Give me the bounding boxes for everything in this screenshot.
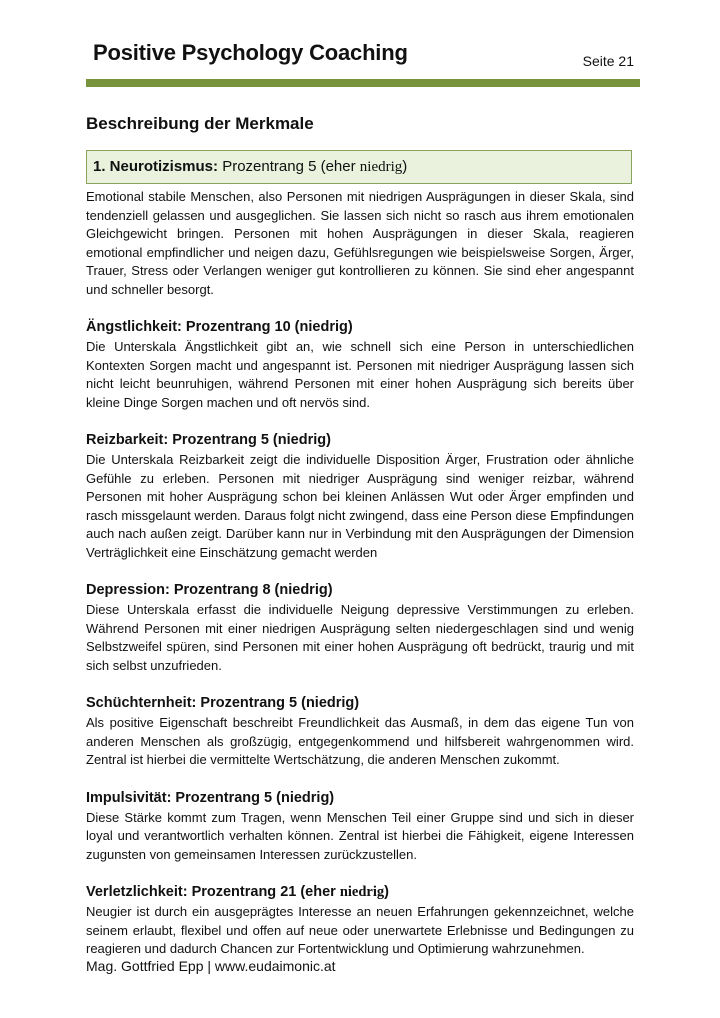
subscale-title: Reizbarkeit: Prozentrang 5 (niedrig) bbox=[86, 432, 331, 448]
subscale-title: Schüchternheit: Prozentrang 5 (niedrig) bbox=[86, 695, 360, 711]
highlight-label: 1. Neurotizismus: bbox=[93, 158, 219, 175]
subscale-section bbox=[86, 431, 634, 562]
highlight-serif-word: niedrig bbox=[359, 159, 403, 175]
subscale-title-serif-word: niedrig bbox=[339, 884, 385, 900]
footer-text: Mag. Gottfried Epp | www.eudaimonic.at bbox=[86, 958, 336, 974]
subscale-title: Impulsivität: Prozentrang 5 (niedrig) bbox=[86, 789, 335, 806]
subscale-title-start: Verletzlichkeit: Prozentrang 21 (eher bbox=[86, 884, 340, 900]
subscale-body: Neugier ist durch ein ausgeprägtes Interesse an neuen Erfahrungen gekennzeichnet, welche seinem erlaubt, flexibel und offen auf neue oder unerwartete Erlebnisse und Bedingungen zu reagieren und dadurch Chancen zur Fortentwicklung und Optimierung wahrzunehmen. bbox=[86, 904, 634, 956]
subscale-body: Als positive Eigenschaft beschreibt Freundlichkeit das Ausmaß, in dem das eigene Tun von anderen Menschen als großzügig, entgegenkommend und hilfsbereit wahrgenommen wird. Zentral ist hierbei die vermittelte Wertschätzung, die anderen Menschen zukommt. bbox=[86, 715, 634, 767]
subscale-title bbox=[86, 883, 634, 901]
subscale-title-end: ) bbox=[384, 884, 389, 900]
page-number: Seite 21 bbox=[582, 53, 634, 69]
document-title: Positive Psychology Coaching bbox=[93, 40, 408, 65]
subscale-section bbox=[86, 318, 634, 412]
header-divider-bar bbox=[86, 79, 640, 87]
highlight-close: ) bbox=[402, 158, 408, 175]
subscale-body: Diese Stärke kommt zum Tragen, wenn Menschen Teil einer Gruppe sind und sich in dieser loyal und verantwortlich verhalten können. Zentral ist hierbei die Fähigkeit, eigene Interessen zugunsten von gemeinsamen Interessen zurückzustellen. bbox=[86, 809, 634, 862]
subscale-section bbox=[86, 581, 634, 675]
subscale-body: Die Unterskala Reizbarkeit zeigt die individuelle Disposition Ärger, Frustration oder ähnliche Gefühle zu erleben. Personen mit niedriger Ausprägung sind weniger reizbar, während Personen mit hoher Ausprägung schon bei kleinen Anlässen Wut oder Ärger empfinden und rasch missgelaunt werden. Daraus folgt nicht zwingend, dass eine Person diese Empfindungen auch nach außen zeigt. Darüber kann nur in Verbindung mit den Ausprägungen der Dimension Verträglichkeit eine Einschätzung gemacht werden bbox=[86, 452, 634, 560]
section-heading: Beschreibung der Merkmale bbox=[86, 114, 314, 133]
subscale-section bbox=[86, 789, 634, 865]
neurotizismus-highlight-box bbox=[86, 150, 632, 184]
subscale-title: Ängstlichkeit: Prozentrang 10 (niedrig) bbox=[86, 319, 353, 335]
main-content bbox=[86, 188, 634, 959]
subscale-body: Diese Unterskala erfasst die individuelle Neigung depressive Verstimmungen zu erleben. Während Personen mit einer niedrigen Ausprägung selten niedergeschlagen sind und wenig Selbstzweifel spüren, sind Personen mit einer hohen Ausprägung oft bedrückt, traurig und mit sich selbst unzufrieden. bbox=[86, 602, 634, 673]
highlight-text: Prozentrang 5 (eher bbox=[222, 158, 360, 175]
subscale-title: Depression: Prozentrang 8 (niedrig) bbox=[86, 582, 333, 598]
intro-paragraph: Emotional stabile Menschen, also Personen mit niedrigen Ausprägungen in dieser Skala, sind tendenziell gelassen und ausgeglichen. Sie lassen sich nicht so rasch aus ihrem emotionalen Gleichgewicht bringen. Personen mit hohen Ausprägungen in dieser Skala, reagieren emotional empfindlicher und neigen dazu, Gefühlsregungen wie beispielsweise Sorgen, Ärger, Trauer, Stress oder Verlangen weniger gut kontrollieren zu können. Sie sind eher angespannt und schneller besorgt. bbox=[86, 189, 634, 297]
subscale-section bbox=[86, 694, 634, 770]
subscale-section bbox=[86, 883, 634, 959]
subscale-body: Die Unterskala Ängstlichkeit gibt an, wie schnell sich eine Person in unterschiedlichen Kontexten Sorgen macht und angespannt ist. Personen mit niedriger Ausprägung lassen sich nicht leicht beunruhigen, während Personen mit einer hohen Ausprägung sich bereits über kleine Dinge Sorgen machen und oft nervös sind. bbox=[86, 339, 634, 410]
